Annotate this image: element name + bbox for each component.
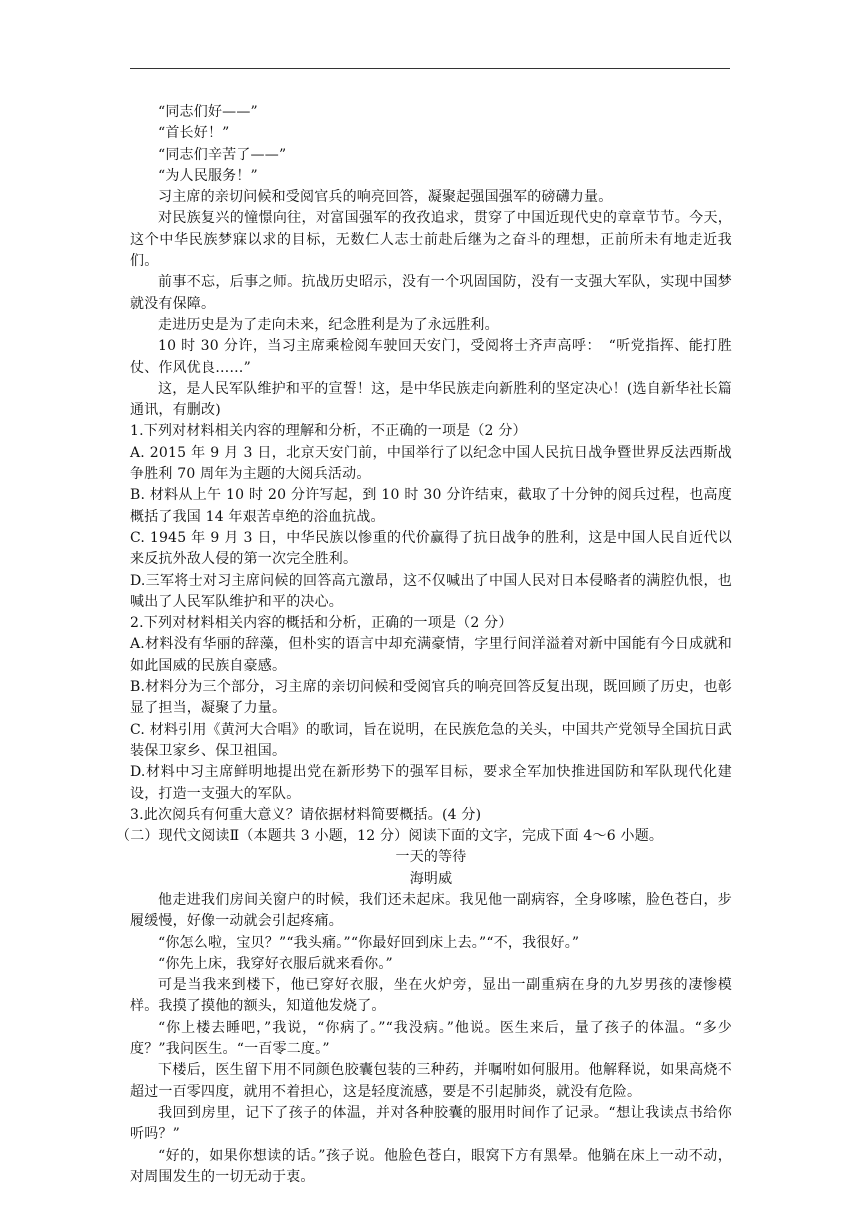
body-paragraph: 走进历史是为了走向未来，纪念胜利是为了永远胜利。 bbox=[158, 316, 499, 333]
dialogue-line: “首长好！” bbox=[158, 125, 230, 142]
question-1-option-a: A. 2015 年 9 月 3 日，北京天安门前，中国举行了以纪念中国人民抗日战争暨世界反法西斯战争胜利 70 周年为主题的大阅兵活动。 bbox=[130, 444, 732, 483]
story-paragraph: “你先上床，我穿好衣服后就来看你。” bbox=[158, 955, 393, 972]
question-2-option-b: B.材料分为三个部分，习主席的亲切问候和受阅官兵的响亮回答反复出现，既回顾了历史，也彰显了担当，凝聚了力量。 bbox=[130, 679, 732, 717]
question-1: 1.下列对材料相关内容的理解和分析，不正确的一项是（2 分） bbox=[130, 423, 527, 440]
question-3: 3.此次阅兵有何重大意义？请依据材料简要概括。(4 分) bbox=[130, 806, 482, 823]
dialogue-line: “同志们好——” bbox=[158, 104, 258, 120]
question-1-option-d: D.三军将士对习主席问候的回答高亢激昂，这不仅喊出了中国人民对日本侵略者的满腔仇恨，也喊出了人民军队维护和平的决心。 bbox=[130, 572, 732, 610]
question-1-option-b: B. 材料从上午 10 时 20 分许写起，到 10 时 30 分许结束，截取了十分钟的阅兵过程，也高度概括了我国 14 年艰苦卓绝的浴血抗战。 bbox=[130, 487, 732, 525]
story-author: 海明威 bbox=[409, 870, 453, 887]
story-paragraph: “你怎么啦，宝贝？”“我头痛。”“你最好回到床上去。”“不，我很好。” bbox=[158, 934, 580, 951]
story-paragraph: 下楼后，医生留下用不同颜色胶囊包装的三种药，并嘱咐如何服用。他解释说，如果高烧不超过一百零四度，就用不着担心，这是轻度流感，要是不引起肺炎，就没有危险。 bbox=[130, 1062, 732, 1100]
body-paragraph: 前事不忘，后事之师。抗战历史昭示，没有一个巩固国防，没有一支强大军队，实现中国梦就没有保障。 bbox=[130, 274, 732, 312]
header-rule bbox=[130, 68, 730, 69]
story-title: 一天的等待 bbox=[395, 849, 467, 866]
dialogue-line: “为人民服务！” bbox=[158, 167, 258, 184]
source-paragraph: 这，是人民军队维护和平的宣誓！这，是中华民族走向新胜利的坚定决心！(选自新华社长篇通讯，有删改) bbox=[130, 380, 732, 419]
body-paragraph: 习主席的亲切问候和受阅官兵的响亮回答，凝聚起强国强军的磅礴力量。 bbox=[158, 189, 613, 206]
story-paragraph: “好的，如果你想读的话。”孩子说。他脸色苍白，眼窝下方有黑晕。他躺在床上一动不动，对周围发生的一切无动于衷。 bbox=[130, 1147, 732, 1185]
question-2: 2.下列对材料相关内容的概括和分析，正确的一项是（2 分） bbox=[130, 615, 513, 632]
body-paragraph: 对民族复兴的憧憬向往，对富国强军的孜孜追求，贯穿了中国近现代史的章章节节。今天，这个中华民族梦寐以求的目标，无数仁人志士前赴后继为之奋斗的理想，正前所未有地走近我们。 bbox=[130, 210, 732, 270]
story-paragraph: 可是当我来到楼下，他已穿好衣服，坐在火炉旁，显出一副重病在身的九岁男孩的凄惨模样。我摸了摸他的额头，知道他发烧了。 bbox=[130, 977, 732, 1015]
question-2-option-a: A.材料没有华丽的辞藻，但朴实的语言中却充满豪情，字里行间洋溢着对新中国能有今日成就和如此国威的民族自豪感。 bbox=[130, 636, 732, 674]
story-paragraph: “你上楼去睡吧，”我说，“你病了。”“我没病。”他说。医生来后，量了孩子的体温。“多少度？”我问医生。“一百零二度。” bbox=[130, 1019, 732, 1058]
document-body bbox=[116, 102, 732, 1188]
body-paragraph: 10 时 30 分许，当习主席乘检阅车驶回天安门，受阅将士齐声高呼： “听党指挥、能打胜仗、作风优良……” bbox=[130, 338, 732, 376]
question-1-option-c: C. 1945 年 9 月 3 日，中华民族以惨重的代价赢得了抗日战争的胜利，这是中国人民自近代以来反抗外敌人侵的第一次完全胜利。 bbox=[130, 529, 732, 568]
dialogue-line: “同志们辛苦了——” bbox=[158, 146, 287, 163]
question-2-option-c: C. 材料引用《黄河大合唱》的歌词，旨在说明，在民族危急的关头，中国共产党领导全国抗日武装保卫家乡、保卫祖国。 bbox=[130, 721, 732, 759]
story-paragraph: 他走进我们房间关窗户的时候，我们还未起床。我见他一副病容，全身哆嗦，脸色苍白，步履缓慢，好像一动就会引起疼痛。 bbox=[130, 891, 732, 930]
section-heading: （二）现代文阅读Ⅱ（本题共 3 小题，12 分）阅读下面的文字，完成下面 4～6 小题。 bbox=[116, 828, 664, 845]
story-paragraph: 我回到房里，记下了孩子的体温，并对各种胶囊的服用时间作了记录。“想让我读点书给你听吗？” bbox=[130, 1104, 732, 1143]
question-2-option-d: D.材料中习主席鲜明地提出党在新形势下的强军目标，要求全军加快推进国防和军队现代化建设，打造一支强大的军队。 bbox=[130, 764, 732, 802]
